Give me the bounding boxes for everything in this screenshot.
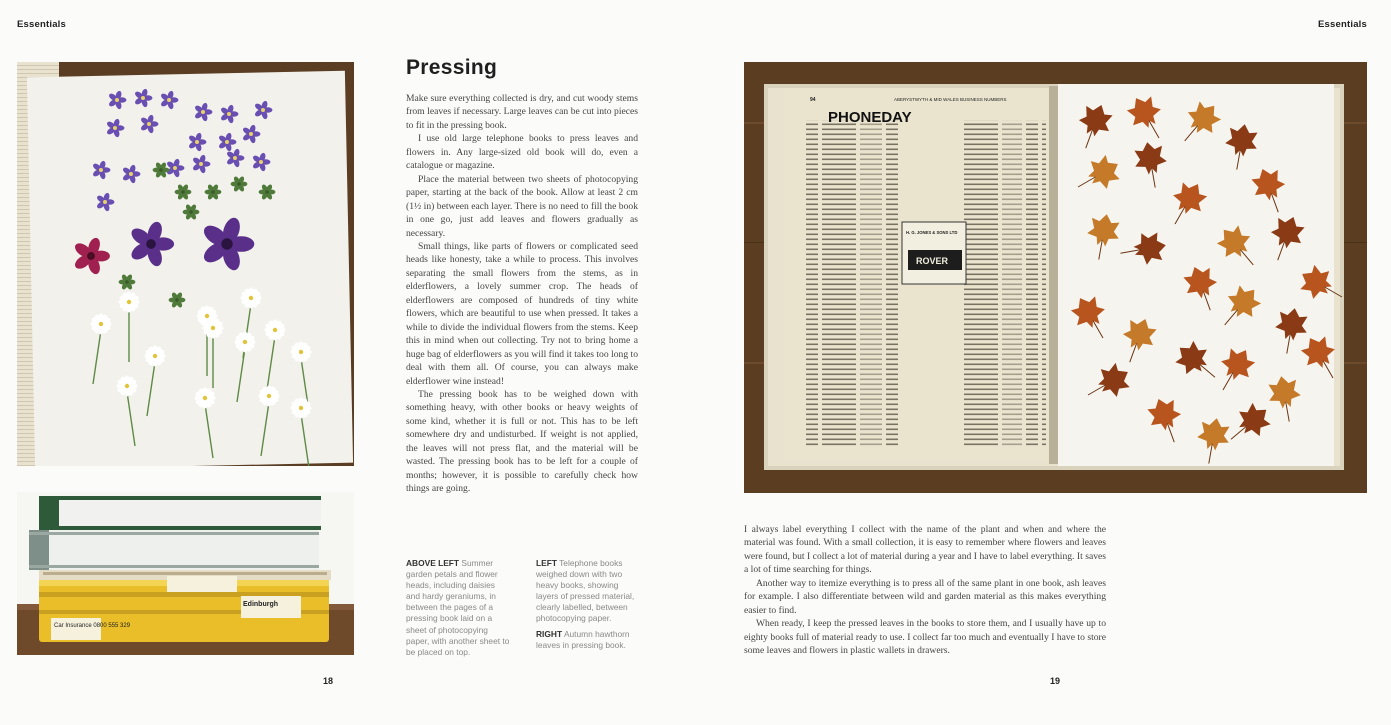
violet-flower [220,104,239,124]
caption-label: RIGHT [536,628,563,639]
daisy-flower [90,313,111,334]
green-leaf [119,274,136,291]
violet-flower [194,102,213,122]
daisy-stem [127,392,135,446]
daisy-stem [147,362,155,416]
sticker-insurance: Car Insurance 0800 555 329 [54,623,131,629]
left-body-text [406,92,638,496]
green-leaf [175,184,192,201]
green-leaf [231,176,248,193]
violet-flower [252,152,271,172]
violet-flower [254,100,273,120]
violet-flower [192,154,211,174]
right-paragraph: I always label everything I collect with the name of the plant and when and where the material was found. With a small collection, it is easy to remember where flowers and leaves were found, but I collect a lot of material during a year and I have to label everything. It saves a lot of time searching for things. [744,524,1106,576]
daisy-stem [237,348,245,402]
violet-flower [92,160,111,180]
violet-flower [108,90,127,110]
daisy-flower [118,291,139,312]
ad-brand: ROVER [916,256,949,266]
daisy-stem [301,414,309,466]
daisy-flower [240,287,261,308]
violet-flower [166,158,185,178]
sticker-city: Edinburgh [243,601,278,608]
phonebook-heading: ABERYSTWYTH & MID WALES BUSINESS NUMBERS [894,97,1007,102]
running-head-left: Essentials [17,19,66,30]
daisy-flower [258,385,279,406]
page-title: Pressing [406,56,498,79]
right-paragraph: Another way to itemize everything is to press all of the same plant in one book, ash leaves for example. I also differentiate between wild and garden material as this makes everything easier to find. [744,577,1106,616]
daisy-stem [267,336,275,390]
green-leaf [183,204,200,221]
autumn-leaves-photo [744,62,1367,493]
left-paragraph: The pressing book has to be weighed down with something heavy, with other books or heavy weights of some kind, whether it is full or not. This has to be left somewhere dry and undisturbed. If weight is not applied, the leaves will not press flat, and the material will be wasted. The pressing book has to be left for a couple of months; however, it is possible to carefully check how things are going. [406,388,638,495]
green-leaf [205,184,222,201]
running-head-right: Essentials [1318,19,1367,30]
violet-flower [140,114,159,134]
violet-flower [96,192,115,212]
phonebook-brand: PHONEDAY [828,109,912,126]
violet-flower [160,90,179,110]
daisy-flower [264,319,285,340]
green-leaf [169,292,186,309]
pressed-flowers-photo [17,62,354,466]
geranium-flower [73,236,110,275]
daisy-flower [194,387,215,408]
page-number-left: 18 [323,676,334,686]
ad-name: H. G. JONES & SONS LTD [906,230,958,235]
violet-flower [218,132,237,152]
right-paragraph: When ready, I keep the pressed leaves in the books to store them, and I usually have up to eighty books full of material ready to use. I collect far too much and eventually I have to store some leaves and flowers in plastic wallets in drawers. [744,618,1106,657]
daisy-flower [290,397,311,418]
left-paragraph: I use old large telephone books to press leaves and flowers in. Any large-sized old book will do, even a catalogue or magazine. [406,133,638,172]
green-leaf [153,162,170,179]
violet-flower [242,124,261,144]
daisy-flower [144,345,165,366]
caption-label: ABOVE LEFT [406,558,460,568]
violet-flower [188,132,207,152]
geranium-flower [128,220,174,268]
daisy-stem [261,402,269,456]
right-body-text [744,523,1106,658]
books-illustration [17,492,354,655]
stacked-books-photo [17,492,354,655]
violet-flower [226,148,245,168]
geranium-flower [200,216,254,273]
flowers-illustration [17,62,354,466]
phonebook-illustration [744,62,1367,493]
caption-label: LEFT [536,558,557,568]
violet-flower [122,164,141,184]
caption-left-right [536,558,640,651]
daisy-stem [93,330,101,384]
daisy-flower [234,331,255,352]
caption-text: Summer garden petals and flower heads, including daisies and hardy geraniums, in between the pages of a pressing book laid on a sheet of photocopying paper, with another sheet to be placed on top. [406,558,510,657]
violet-flower [134,88,153,108]
left-paragraph: Place the material between two sheets of photocopying paper, starting at the back of the book. Allow at least 2 cm (1½ in) between each layer. There is no need to fill the book in one go, just add leaves and flowers gradually as necessary. [406,173,638,239]
caption-text: Telephone books weighed down with two heavy books, showing layers of pressed material, clearly labelled, between photocopying paper. [536,558,635,624]
daisy-flower [116,375,137,396]
caption-text: Autumn hawthorn leaves in pressing book. [536,628,630,650]
left-paragraph: Make sure everything collected is dry, and cut woody stems from leaves if necessary. Large leaves can be cut into pieces to fit in the pressing book. [406,93,638,131]
phonebook-page-number: 94 [810,97,816,103]
violet-flower [106,118,125,138]
daisy-stem [205,404,213,458]
left-paragraph: Small things, like parts of flowers or complicated seed heads like honesty, take a while to process. This involves separating the small flowers from the stems, as in elderflowers, a lovely summer crop. The heads of elderflowers are composed of hundreds of tiny white flowers, which are beautiful to use when pressed. It takes a while to divide the individual flowers from the stems. Keep this in mind when out collecting. Try not to bring home a huge bag of elderflowers as you will find it takes too long to deal with them all. Of course, you can always make elderflower wine instead! [406,240,638,387]
daisy-flower [290,341,311,362]
caption-above-left [406,558,510,658]
page-number-right: 19 [1050,676,1061,686]
green-leaf [259,184,276,201]
